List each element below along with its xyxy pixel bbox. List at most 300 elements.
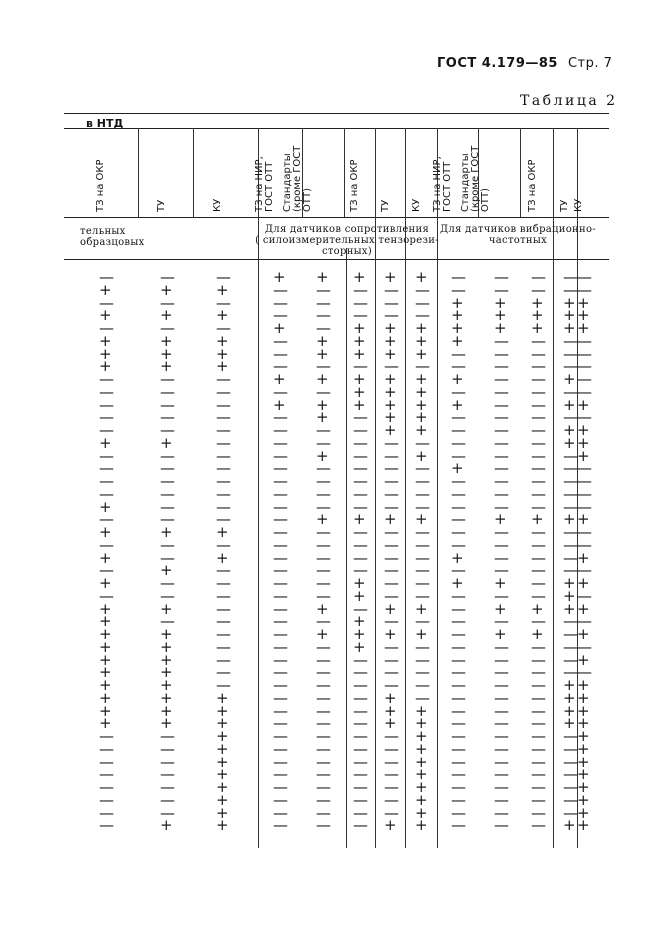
plus-mark: + [99,433,112,452]
dash-mark: — [531,790,546,809]
plus-mark: + [415,778,428,796]
dash-mark: — [99,459,114,478]
dash-mark: — [384,357,399,376]
dash-mark: — [316,535,331,554]
dash-mark: — [216,268,231,286]
dash-mark: — [384,306,399,325]
plus-mark: + [577,548,590,567]
dash-mark: — [160,612,175,631]
dash-mark: — [577,637,592,656]
dash-mark: — [563,535,578,554]
dash-mark: — [216,408,231,427]
plus-mark: + [577,625,590,643]
plus-mark: + [577,790,590,809]
dash-mark: — [531,803,546,822]
dash-mark: — [160,497,175,516]
dash-mark: — [316,778,331,796]
dash-mark: — [353,306,368,325]
dash-mark: — [494,612,509,631]
dash-mark: — [494,548,509,567]
dash-mark: — [353,561,368,580]
dash-mark: — [494,446,509,465]
column-rule [193,128,194,217]
dash-mark: — [216,574,231,592]
dash-mark: — [273,382,288,401]
dash-mark: — [353,459,368,478]
dash-mark: — [531,472,546,490]
column-header-label: ТЗ на НИР, ГОСТ ОТТ [432,156,453,212]
dash-mark: — [99,561,114,580]
dash-mark: — [273,714,288,733]
dash-mark: — [216,459,231,478]
dash-mark: — [273,535,288,554]
plus-mark: + [216,803,229,822]
dash-mark: — [577,561,592,580]
plus-mark: + [577,319,590,337]
plus-mark: + [384,395,397,414]
dash-mark: — [160,765,175,784]
group-label-vibration-sensors: Для датчиков вибрационно- частотных [439,224,596,246]
plus-mark: + [316,625,329,643]
dash-mark: — [531,816,546,835]
plus-mark: + [99,548,112,567]
plus-mark: + [451,306,464,325]
plus-mark: + [216,688,229,707]
dash-mark: — [577,344,592,363]
dash-mark: — [494,535,509,554]
dash-mark: — [273,663,288,682]
dash-mark: — [353,472,368,490]
dash-mark: — [160,548,175,567]
dash-mark: — [494,586,509,605]
dash-mark: — [384,676,399,694]
plus-mark: + [415,752,428,771]
dash-mark: — [216,293,231,312]
plus-mark: + [160,650,173,669]
dash-mark: — [577,484,592,503]
dash-mark: — [273,688,288,707]
plus-mark: + [99,676,112,694]
dash-mark: — [316,650,331,669]
dash-mark: — [451,650,466,669]
dash-mark: — [531,523,546,541]
dash-mark: — [494,268,509,286]
plus-mark: + [577,446,590,465]
plus-mark: + [384,625,397,643]
plus-mark: + [577,676,590,694]
plus-mark: + [99,663,112,682]
plus-mark: + [353,612,366,631]
dash-mark: — [160,510,175,529]
dash-mark: — [531,268,546,286]
plus-mark: + [563,319,576,337]
plus-mark: + [316,344,329,363]
dash-mark: — [415,612,430,631]
plus-mark: + [577,574,590,592]
dash-mark: — [273,548,288,567]
dash-mark: — [316,421,331,439]
dash-mark: — [353,599,368,618]
dash-mark: — [216,472,231,490]
dash-mark: — [451,408,466,427]
dash-mark: — [531,561,546,580]
plus-mark: + [160,433,173,452]
dash-mark: — [451,510,466,529]
dash-mark: — [316,765,331,784]
plus-mark: + [563,816,576,835]
dash-mark: — [451,727,466,745]
plus-mark: + [384,510,397,529]
dash-mark: — [494,663,509,682]
plus-mark: + [216,331,229,350]
dash-mark: — [384,727,399,745]
plus-mark: + [160,701,173,720]
dash-mark: — [415,637,430,656]
dash-mark: — [563,344,578,363]
plus-mark: + [99,280,112,299]
dash-mark: — [415,497,430,516]
plus-mark: + [160,523,173,541]
dash-mark: — [415,306,430,325]
dash-mark: — [494,790,509,809]
dash-mark: — [316,790,331,809]
dash-mark: — [99,370,114,388]
dash-mark: — [353,535,368,554]
dash-mark: — [316,752,331,771]
plus-mark: + [577,803,590,822]
dash-mark: — [531,574,546,592]
plus-mark: + [160,344,173,363]
plus-mark: + [384,599,397,618]
dash-mark: — [316,523,331,541]
dash-mark: — [353,701,368,720]
dash-mark: — [316,561,331,580]
plus-mark: + [316,370,329,388]
plus-mark: + [353,268,366,286]
dash-mark: — [273,523,288,541]
dash-mark: — [316,688,331,707]
table-label: Таблица 2 [520,93,618,109]
dash-mark: — [216,612,231,631]
dash-mark: — [494,472,509,490]
dash-mark: — [99,727,114,745]
standard-number: ГОСТ 4.179—85 [437,56,558,71]
dash-mark: — [160,395,175,414]
dash-mark: — [494,727,509,745]
dash-mark: — [451,803,466,822]
dash-mark: — [353,548,368,567]
plus-mark: + [160,676,173,694]
plus-mark: + [160,357,173,376]
plus-mark: + [415,382,428,401]
dash-mark: — [531,280,546,299]
column-header-label: КУ [212,198,223,212]
dash-mark: — [451,816,466,835]
dash-mark: — [531,433,546,452]
plus-mark: + [384,701,397,720]
dash-mark: — [384,561,399,580]
dash-mark: — [384,752,399,771]
plus-mark: + [384,688,397,707]
column-rule [520,128,521,217]
dash-mark: — [273,484,288,503]
dash-mark: — [316,306,331,325]
dash-mark: — [415,535,430,554]
dash-mark: — [353,293,368,312]
dash-mark: — [353,778,368,796]
dash-mark: — [160,472,175,490]
dash-mark: — [384,637,399,656]
dash-mark: — [384,459,399,478]
plus-mark: + [451,548,464,567]
dash-mark: — [316,612,331,631]
dash-mark: — [494,688,509,707]
dash-mark: — [353,663,368,682]
plus-mark: + [415,268,428,286]
plus-mark: + [415,331,428,350]
plus-mark: + [577,650,590,669]
dash-mark: — [531,612,546,631]
dash-mark: — [494,816,509,835]
plus-mark: + [577,752,590,771]
dash-mark: — [531,535,546,554]
dash-mark: — [531,408,546,427]
group-label-samples: тельных образцовых [80,226,145,248]
dash-mark: — [273,472,288,490]
dash-mark: — [577,357,592,376]
dash-mark: — [577,472,592,490]
dash-mark: — [577,523,592,541]
plus-mark: + [353,370,366,388]
plus-mark: + [216,714,229,733]
dash-mark: — [563,752,578,771]
plus-mark: + [216,778,229,796]
dash-mark: — [160,446,175,465]
dash-mark: — [415,293,430,312]
dash-mark: — [216,497,231,516]
column-header-label: Стандарты (кроме ГОСТ ОТТ) [460,145,491,212]
plus-mark: + [415,816,428,835]
dash-mark: — [451,752,466,771]
dash-mark: — [531,382,546,401]
dash-mark: — [353,408,368,427]
dash-mark: — [353,650,368,669]
dash-mark: — [563,778,578,796]
dash-mark: — [494,357,509,376]
dash-mark: — [273,293,288,312]
plus-mark: + [415,739,428,758]
plus-mark: + [99,612,112,631]
plus-mark: + [216,727,229,745]
dash-mark: — [316,280,331,299]
dash-mark: — [531,344,546,363]
page-header [437,56,612,71]
dash-mark: — [451,637,466,656]
dash-mark: — [216,676,231,694]
plus-mark: + [316,408,329,427]
dash-mark: — [216,663,231,682]
dash-mark: — [563,548,578,567]
dash-mark: — [531,727,546,745]
dash-mark: — [273,510,288,529]
group-label-resistance-sensors: Для датчиков сопротивления ( силоизмерительных тензорези- сторных) [255,224,439,257]
plus-mark: + [577,816,590,835]
plus-mark: + [160,816,173,835]
groups-bottom-rule [64,259,609,260]
dash-mark: — [451,790,466,809]
dash-mark: — [494,778,509,796]
plus-mark: + [563,586,576,605]
column-header-label: Стандарты (кроме ГОСТ ОТТ) [282,145,313,212]
dash-mark: — [160,778,175,796]
dash-mark: — [316,472,331,490]
dash-mark: — [531,714,546,733]
plus-mark: + [531,293,544,312]
dash-mark: — [563,408,578,427]
plus-mark: + [577,599,590,618]
plus-mark: + [577,739,590,758]
plus-mark: + [563,293,576,312]
dash-mark: — [563,637,578,656]
dash-mark: — [494,497,509,516]
plus-mark: + [577,727,590,745]
column-header-label: ТУ [156,199,167,212]
dash-mark: — [216,446,231,465]
dash-mark: — [316,497,331,516]
dash-mark: — [353,727,368,745]
dash-mark: — [451,484,466,503]
plus-mark: + [494,293,507,312]
dash-mark: — [451,268,466,286]
dash-mark: — [494,650,509,669]
plus-mark: + [577,510,590,529]
dash-mark: — [216,599,231,618]
dash-mark: — [316,319,331,337]
plus-mark: + [216,765,229,784]
dash-mark: — [99,765,114,784]
dash-mark: — [531,752,546,771]
plus-mark: + [160,714,173,733]
dash-mark: — [316,714,331,733]
dash-mark: — [577,586,592,605]
dash-mark: — [353,803,368,822]
dash-mark: — [384,535,399,554]
dash-mark: — [494,459,509,478]
dash-mark: — [316,816,331,835]
dash-mark: — [451,382,466,401]
dash-mark: — [494,280,509,299]
dash-mark: — [563,523,578,541]
plus-mark: + [353,510,366,529]
dash-mark: — [99,395,114,414]
column-header-label: КУ [411,198,422,212]
column-rule [344,128,345,217]
dash-mark: — [160,535,175,554]
plus-mark: + [451,293,464,312]
plus-mark: + [216,523,229,541]
dash-mark: — [531,765,546,784]
dash-mark: — [451,497,466,516]
dash-mark: — [494,344,509,363]
plus-mark: + [415,408,428,427]
dash-mark: — [577,370,592,388]
dash-mark: — [451,472,466,490]
dash-mark: — [494,561,509,580]
plus-mark: + [577,688,590,707]
dash-mark: — [99,446,114,465]
plus-mark: + [384,382,397,401]
dash-mark: — [577,612,592,631]
dash-mark: — [451,714,466,733]
plus-mark: + [160,561,173,580]
dash-mark: — [160,790,175,809]
table-top-rule [64,113,609,114]
dash-mark: — [531,688,546,707]
dash-mark: — [99,421,114,439]
dash-mark: — [316,433,331,452]
dash-mark: — [353,688,368,707]
dash-mark: — [160,752,175,771]
dash-mark: — [216,586,231,605]
dash-mark: — [316,459,331,478]
dash-mark: — [99,510,114,529]
dash-mark: — [415,472,430,490]
plus-mark: + [563,574,576,592]
plus-mark: + [577,778,590,796]
plus-mark: + [99,497,112,516]
plus-mark: + [353,382,366,401]
plus-mark: + [99,574,112,592]
plus-mark: + [563,714,576,733]
plus-mark: + [316,268,329,286]
dash-mark: — [273,816,288,835]
dash-mark: — [316,484,331,503]
plus-mark: + [415,446,428,465]
dash-mark: — [216,484,231,503]
dash-mark: — [216,650,231,669]
dash-mark: — [273,497,288,516]
dash-mark: — [415,433,430,452]
plus-mark: + [273,395,286,414]
plus-mark: + [353,319,366,337]
dash-mark: — [494,637,509,656]
dash-mark: — [494,701,509,720]
dash-mark: — [451,778,466,796]
dash-mark: — [494,331,509,350]
plus-mark: + [494,599,507,618]
dash-mark: — [451,625,466,643]
dash-mark: — [316,739,331,758]
plus-mark: + [160,663,173,682]
dash-mark: — [160,370,175,388]
plus-mark: + [415,370,428,388]
plus-mark: + [531,510,544,529]
dash-mark: — [353,752,368,771]
plus-mark: + [216,816,229,835]
plus-mark: + [415,421,428,439]
dash-mark: — [531,497,546,516]
dash-mark: — [273,701,288,720]
dash-mark: — [384,293,399,312]
plus-mark: + [384,421,397,439]
column-header-label: ТУ [559,199,570,212]
dash-mark: — [494,395,509,414]
dash-mark: — [273,280,288,299]
dash-mark: — [384,433,399,452]
dash-mark: — [384,739,399,758]
dash-mark: — [577,459,592,478]
plus-mark: + [273,370,286,388]
